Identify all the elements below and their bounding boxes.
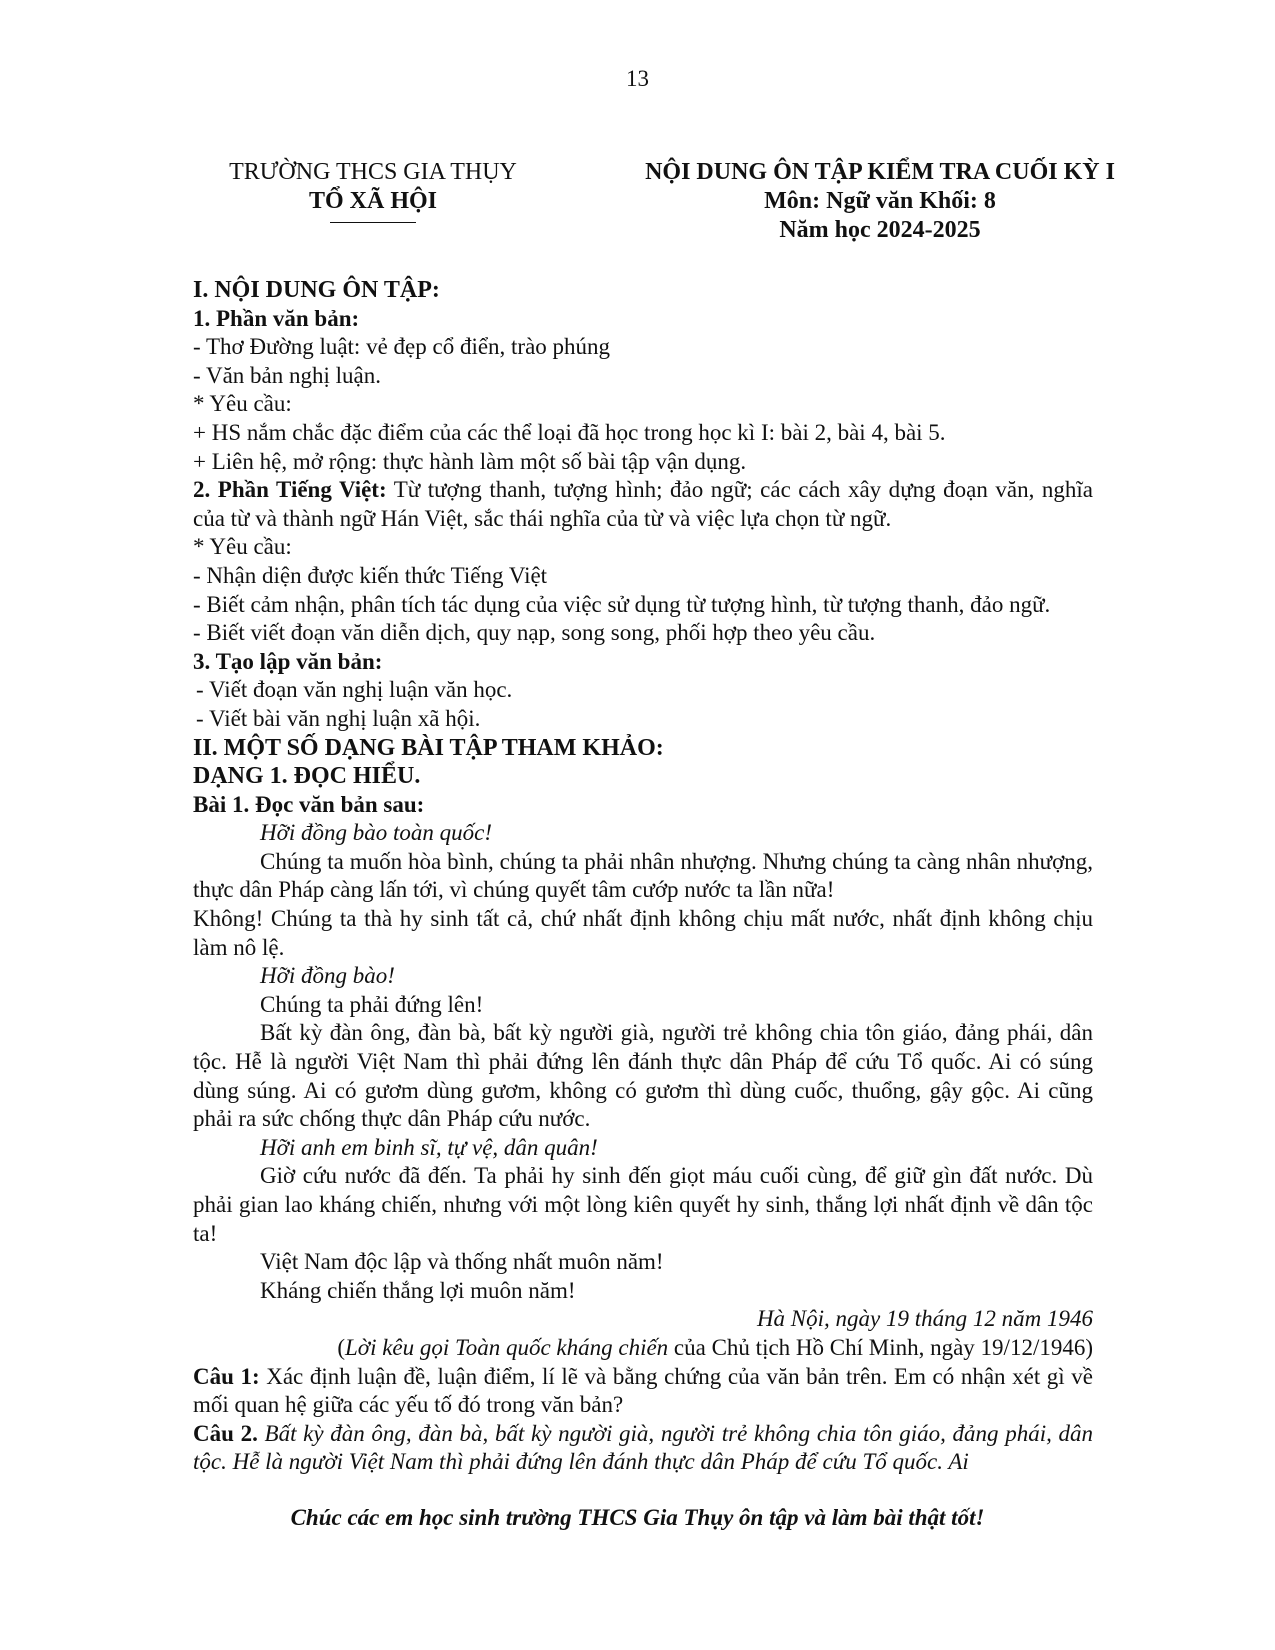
part1-item: - Thơ Đường luật: vẻ đẹp cổ điển, trào phúng bbox=[193, 334, 611, 360]
passage-date: Hà Nội, ngày 19 tháng 12 năm 1946 bbox=[756, 1306, 1093, 1332]
passage-paragraph: Bất kỳ đàn ông, đàn bà, bất kỳ người già, người trẻ không chia tôn giáo, đảng phái, dân tộc. Hễ là người Việt Nam thì phải đứng lên đánh thực dân Pháp để cứu Tổ quốc. Ai có súng dùng súng. Ai có gươm dùng gươm, không có gươm thì dùng cuốc, thuổng, gậy gộc. Ai cũng phải ra sức chống thực dân Pháp cứu nước. bbox=[193, 1020, 1093, 1132]
part1-item: + HS nắm chắc đặc điểm của các thể loại đã học trong học kì I: bài 2, bài 4, bài 5. bbox=[193, 419, 946, 445]
document-header bbox=[600, 158, 1160, 245]
section2-heading: II. MỘT SỐ DẠNG BÀI TẬP THAM KHẢO: bbox=[193, 734, 664, 761]
source-open: ( bbox=[337, 1334, 345, 1360]
part1-item: * Yêu cầu: bbox=[193, 391, 292, 417]
document-title: NỘI DUNG ÔN TẬP KIỂM TRA CUỐI KỲ I bbox=[645, 159, 1115, 185]
section1-heading: I. NỘI DUNG ÔN TẬP: bbox=[193, 277, 440, 303]
school-year: Năm học 2024-2025 bbox=[779, 217, 981, 243]
passage-greeting: Hỡi đồng bào! bbox=[260, 963, 395, 989]
part2-item: - Biết cảm nhận, phân tích tác dụng của việc sử dụng từ tượng hình, từ tượng thanh, đảo ngữ. bbox=[193, 591, 1051, 617]
type1-heading: DẠNG 1. ĐỌC HIỂU. bbox=[193, 763, 421, 790]
part1-heading: 1. Phần văn bản: bbox=[193, 305, 360, 331]
passage-paragraph: Không! Chúng ta thà hy sinh tất cả, chứ nhất định không chịu mất nước, nhất định không chịu làm nô lệ. bbox=[193, 906, 1093, 960]
part2-heading: 2. Phần Tiếng Việt: bbox=[193, 477, 387, 503]
question-2-text: Bất kỳ đàn ông, đàn bà, bất kỳ người già, người trẻ không chia tôn giáo, đảng phái, dân tộc. Hễ là người Việt Nam thì phải đứng lên đánh thực dân Pháp để cứu Tổ quốc. Ai bbox=[193, 1420, 1094, 1475]
exercise1-heading: Bài 1. Đọc văn bản sau: bbox=[193, 791, 425, 817]
header-divider bbox=[330, 222, 416, 223]
part2-item: - Biết viết đoạn văn diễn dịch, quy nạp, song song, phối hợp theo yêu cầu. bbox=[193, 620, 876, 646]
passage-paragraph: Chúng ta phải đứng lên! bbox=[260, 991, 484, 1017]
source-title: Lời kêu gọi Toàn quốc kháng chiến bbox=[345, 1334, 669, 1360]
part1-item: - Văn bản nghị luận. bbox=[193, 362, 382, 388]
passage-paragraph: Chúng ta muốn hòa bình, chúng ta phải nhân nhượng. Nhưng chúng ta càng nhân nhượng, thực dân Pháp càng lấn tới, vì chúng quyết tâm cướp nước ta lần nữa! bbox=[193, 848, 1093, 903]
school-name: TRƯỜNG THCS GIA THỤY bbox=[229, 159, 517, 185]
question-1-label: Câu 1: bbox=[193, 1363, 260, 1389]
passage-greeting: Hỡi anh em binh sĩ, tự vệ, dân quân! bbox=[260, 1134, 598, 1160]
part3-heading: 3. Tạo lập văn bản: bbox=[193, 648, 383, 674]
document-body bbox=[193, 276, 1093, 1477]
passage-source bbox=[193, 1334, 1093, 1363]
part3-item: - Viết bài văn nghị luận xã hội. bbox=[196, 705, 481, 731]
passage-paragraph: Việt Nam độc lập và thống nhất muôn năm! bbox=[260, 1249, 664, 1275]
question-2 bbox=[193, 1420, 1093, 1477]
question-2-label: Câu 2. bbox=[193, 1420, 258, 1446]
subject-line: Môn: Ngữ văn Khối: 8 bbox=[764, 188, 996, 214]
question-1-text: Xác định luận đề, luận điểm, lí lẽ và bằng chứng của văn bản trên. Em có nhận xét gì về mối quan hệ giữa các yếu tố đó trong văn bản? bbox=[193, 1363, 1093, 1418]
question-1 bbox=[193, 1363, 1093, 1420]
passage-paragraph: Giờ cứu nước đã đến. Ta phải hy sinh đến giọt máu cuối cùng, để giữ gìn đất nước. Dù phải gian lao kháng chiến, nhưng với một lòng kiên quyết hy sinh, thắng lợi nhất định về dân tộc ta! bbox=[193, 1163, 1093, 1246]
part2-item: * Yêu cầu: bbox=[193, 534, 292, 560]
part1-item: + Liên hệ, mở rộng: thực hành làm một số bài tập vận dụng. bbox=[193, 448, 747, 474]
part3-item: - Viết đoạn văn nghị luận văn học. bbox=[196, 677, 513, 703]
passage-greeting: Hỡi đồng bào toàn quốc! bbox=[260, 820, 493, 846]
department-name: TỔ XÃ HỘI bbox=[308, 188, 437, 214]
part2-paragraph bbox=[193, 476, 1093, 533]
page-number: 13 bbox=[626, 66, 649, 91]
part2-text: Từ tượng thanh, tượng hình; đảo ngữ; các cách xây dựng đoạn văn, nghĩa của từ và thành ngữ Hán Việt, sắc thái nghĩa của từ và việc lựa chọn từ ngữ. bbox=[193, 477, 1093, 531]
school-header bbox=[213, 158, 533, 223]
source-rest: của Chủ tịch Hồ Chí Minh, ngày 19/12/1946) bbox=[668, 1334, 1093, 1360]
passage-paragraph: Kháng chiến thắng lợi muôn năm! bbox=[260, 1277, 576, 1303]
footer-message: Chúc các em học sinh trường THCS Gia Thụy ôn tập và làm bài thật tốt! bbox=[290, 1505, 985, 1530]
part2-item: - Nhận diện được kiến thức Tiếng Việt bbox=[193, 562, 548, 588]
